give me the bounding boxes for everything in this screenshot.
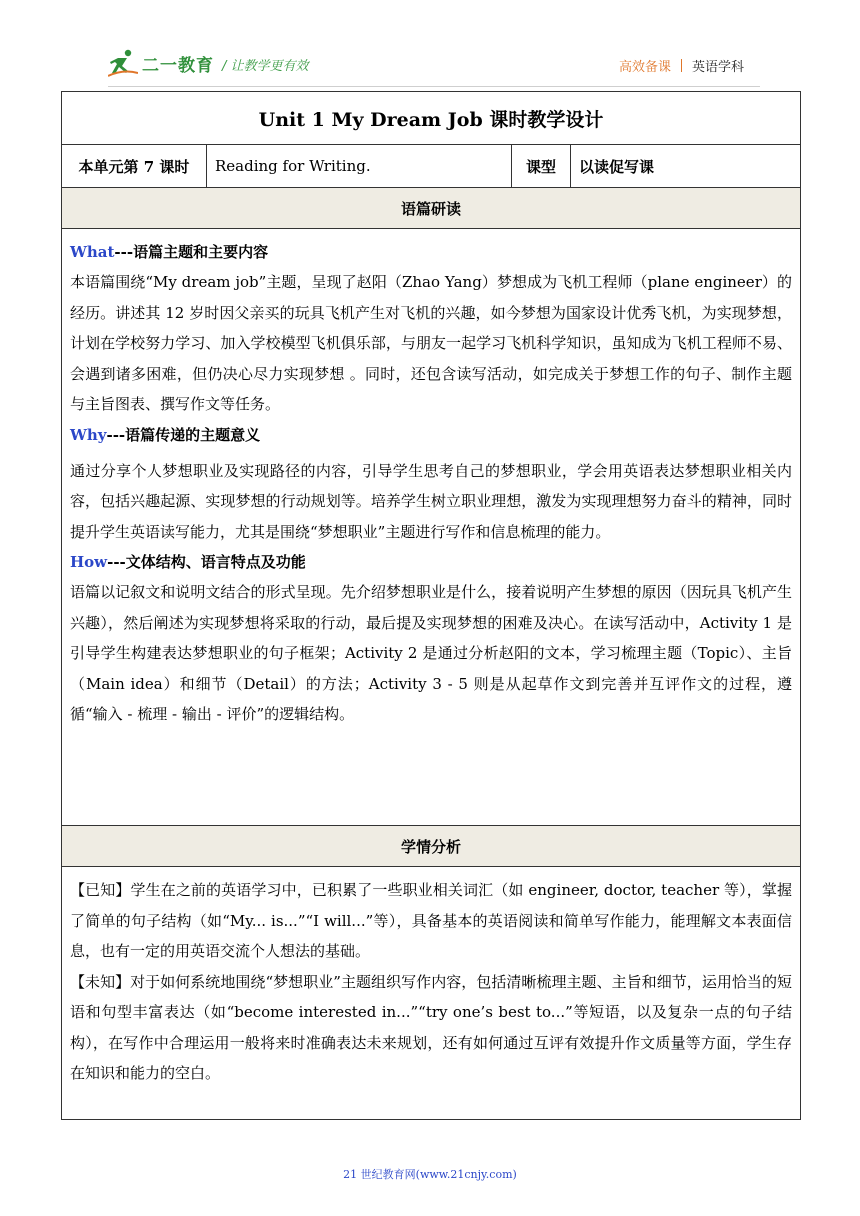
how-keyword: How — [70, 553, 108, 571]
what-heading — [70, 237, 792, 267]
known-text: 学生在之前的英语学习中，已积累了一些职业相关词汇（如 engineer, doctor, teacher 等），掌握了简单的句子结构（如“My... is...”“I will...”等），具备基本的英语阅读和简单写作能力，能理解文本表面信息，也有一定的用英语交流个人想法的基础。 — [70, 881, 792, 960]
logo — [108, 48, 214, 78]
learner-analysis-content — [62, 867, 801, 1120]
page-header — [0, 0, 860, 90]
lesson-topic: Reading for Writing. — [207, 145, 512, 188]
prep-label: 高效备课 — [618, 60, 671, 75]
subject-label: 英语学科 — [691, 60, 744, 75]
unknown-text: 对于如何系统地围绕“梦想职业”主题组织写作内容，包括清晰梳理主题、主旨和细节，运用恰当的短语和句型丰富表达（如“become interested in...”“try one’s best to...”等短语，以及复杂一点的句子结构），在写作中合理运用一般将来时准确表达未来规划，还有如何通过互评有效提升作文质量等方面，学生存在知识和能力的空白。 — [70, 972, 792, 1082]
section-heading-learner-analysis: 学情分析 — [62, 826, 801, 867]
lesson-table — [61, 91, 801, 1120]
how-subtitle: ---文体结构、语言特点及功能 — [107, 553, 306, 571]
how-paragraph: 语篇以记叙文和说明文结合的形式呈现。先介绍梦想职业是什么，接着说明产生梦想的原因（因玩具飞机产生兴趣），然后阐述为实现梦想将采取的行动，最后提及实现梦想的困难及决心。在读写活动中，Activity 1 是引导学生构建表达梦想职业的句子框架；Activity 2 是通过分析赵阳的文本，学习梳理主题（Topic）、主旨（Main idea）和细节（Detail）的方法；Activity 3 - 5 则是从起草作文到完善并互评作文的过程，遵循“输入 - 梳理 - 输出 - 评价”的逻辑结构。 — [70, 583, 792, 723]
what-subtitle: ---语篇主题和主要内容 — [114, 243, 269, 261]
why-subtitle: ---语篇传递的主题意义 — [106, 425, 261, 444]
how-heading — [70, 547, 792, 577]
known-paragraph — [70, 875, 792, 967]
header-right — [619, 56, 744, 75]
text-study-content — [62, 229, 801, 826]
document-title: Unit 1 My Dream Job 课时教学设计 — [62, 92, 801, 145]
logo-text: 二一教育 — [142, 55, 214, 76]
known-label: 【已知】 — [70, 881, 131, 899]
page-footer: 21 世纪教育网(www.21cnjy.com) — [343, 1168, 517, 1181]
what-paragraph: 本语篇围绕“My dream job”主题，呈现了赵阳（Zhao Yang）梦想成为飞机工程师（plane engineer）的经历。讲述其 12 岁时因父亲买的玩具飞机产生对飞机的兴趣，如今梦想为国家设计优秀飞机，为实现梦想，计划在学校努力学习、加入学校模型飞机俱乐部，与朋友一起学习飞机科学知识，虽知成为飞机工程师不易、会遇到诸多困难，但仍决心尽力实现梦想 。同时，还包含读写活动，如完成关于梦想工作的句子、制作主题与主旨图表、撰写作文等任务。 — [70, 273, 792, 413]
section-heading-text-study: 语篇研读 — [62, 188, 801, 229]
unknown-label: 【未知】 — [70, 972, 131, 991]
why-paragraph: 通过分享个人梦想职业及实现路径的内容，引导学生思考自己的梦想职业，学会用英语表达梦想职业相关内容，包括兴趣起源、实现梦想的行动规划等。培养学生树立职业理想，激发为实现理想努力奋斗的精神，同时提升学生英语读写能力，尤其是围绕“梦想职业”主题进行写作和信息梳理的能力。 — [70, 461, 792, 541]
lesson-type-value: 以读促写课 — [571, 145, 801, 188]
lesson-number-label: 本单元第 7 课时 — [62, 145, 207, 188]
lesson-type-label: 课型 — [512, 145, 571, 188]
what-keyword: What — [70, 243, 115, 261]
why-keyword: Why — [70, 425, 107, 444]
runner-logo-icon — [108, 49, 138, 77]
unknown-paragraph — [70, 967, 792, 1089]
why-heading — [70, 420, 792, 450]
header-rule — [108, 86, 760, 87]
slogan: / 让教学更有效 — [222, 59, 309, 74]
header-divider — [681, 59, 682, 72]
